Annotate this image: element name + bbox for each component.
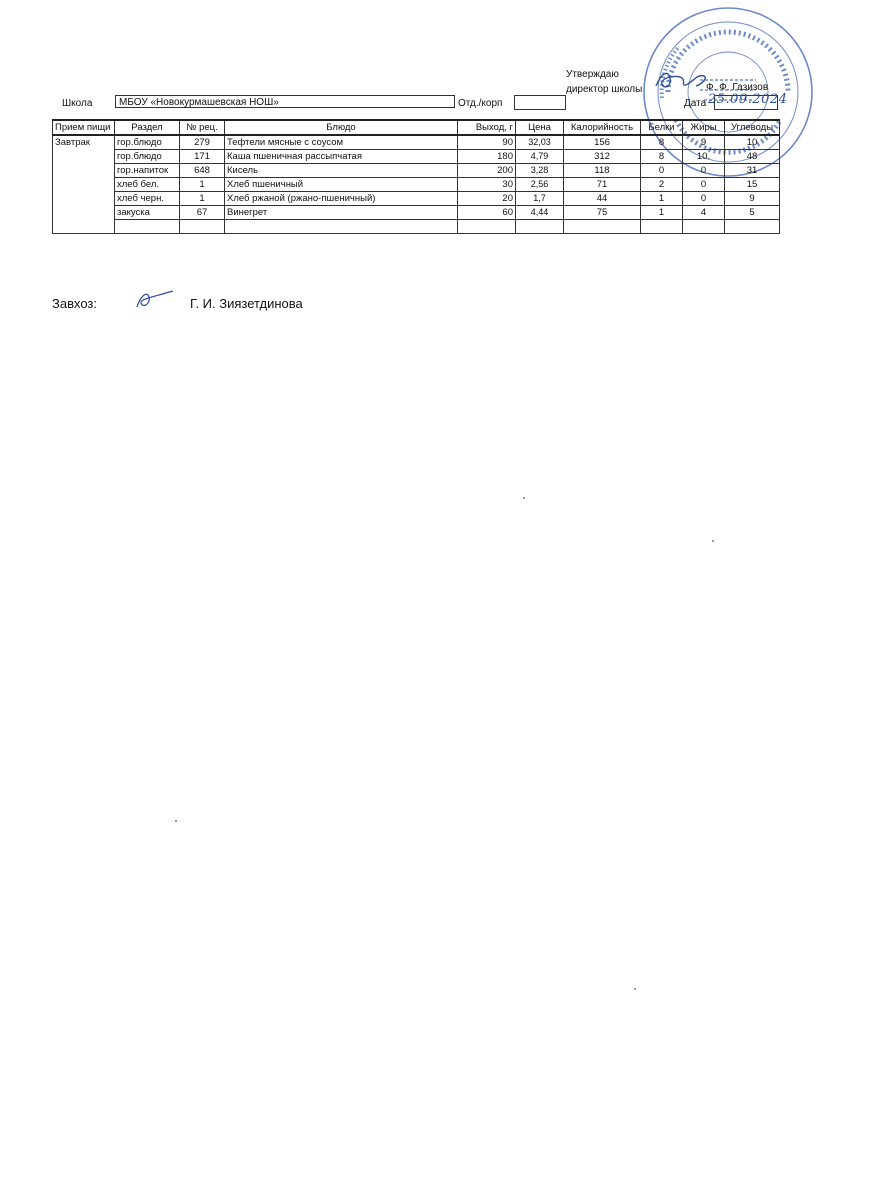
carbs-cell: 5: [725, 206, 780, 220]
yield-cell: 180: [458, 150, 516, 164]
manager-signature-icon: [133, 287, 177, 313]
col-header-yield: Выход, г: [458, 120, 516, 135]
col-header-section: Раздел: [115, 120, 180, 135]
calories-cell: 312: [564, 150, 641, 164]
proteins-cell: 1: [641, 192, 683, 206]
director-label: директор школы: [566, 84, 643, 95]
section-cell: закуска: [115, 206, 180, 220]
empty-cell: [641, 220, 683, 234]
director-signature-icon: [652, 66, 712, 96]
recipe-cell: 67: [180, 206, 225, 220]
col-header-dish: Блюдо: [225, 120, 458, 135]
calories-cell: 75: [564, 206, 641, 220]
table-row: [53, 178, 780, 192]
carbs-cell: 31: [725, 164, 780, 178]
price-cell: 3,28: [516, 164, 564, 178]
recipe-cell: 171: [180, 150, 225, 164]
approve-label: Утверждаю: [566, 69, 619, 80]
approval-block: [566, 67, 642, 97]
section-cell: гор.блюдо: [115, 150, 180, 164]
yield-cell: 30: [458, 178, 516, 192]
price-cell: 32,03: [516, 135, 564, 150]
calories-cell: 156: [564, 135, 641, 150]
fats-cell: 4: [683, 206, 725, 220]
table-row: [53, 206, 780, 220]
col-header-recipe: № рец.: [180, 120, 225, 135]
section-cell: хлеб черн.: [115, 192, 180, 206]
fats-cell: 10.: [683, 150, 725, 164]
date-value: 25.09.2024: [708, 92, 788, 107]
dept-label: Отд./корп: [458, 98, 503, 109]
dept-field: [514, 95, 566, 110]
proteins-cell: 0: [641, 164, 683, 178]
section-cell: хлеб бел.: [115, 178, 180, 192]
carbs-cell: 48: [725, 150, 780, 164]
table-row: [53, 164, 780, 178]
section-cell: гор.блюдо: [115, 135, 180, 150]
yield-cell: 20: [458, 192, 516, 206]
empty-cell: [683, 220, 725, 234]
proteins-cell: 8: [641, 150, 683, 164]
scan-speck: [712, 540, 714, 542]
yield-cell: 200: [458, 164, 516, 178]
dish-cell: Тефтели мясные с соусом: [225, 135, 458, 150]
calories-cell: 118: [564, 164, 641, 178]
recipe-cell: 1: [180, 178, 225, 192]
date-label: Дата: [684, 98, 707, 109]
carbs-cell: 15: [725, 178, 780, 192]
yield-cell: 60: [458, 206, 516, 220]
col-header-fats: Жиры: [683, 120, 725, 135]
col-header-calories: Калорийность: [564, 120, 641, 135]
col-header-meal: Прием пищи: [53, 120, 115, 135]
recipe-cell: 279: [180, 135, 225, 150]
fats-cell: 0: [683, 164, 725, 178]
price-cell: 4,44: [516, 206, 564, 220]
recipe-cell: 648: [180, 164, 225, 178]
table-row-empty: [53, 220, 780, 234]
calories-cell: 71: [564, 178, 641, 192]
table-row: [53, 150, 780, 164]
empty-cell: [516, 220, 564, 234]
fats-cell: 0: [683, 192, 725, 206]
manager-name: Г. И. Зиязетдинова: [190, 296, 303, 311]
yield-cell: 90: [458, 135, 516, 150]
empty-cell: [115, 220, 180, 234]
manager-role-label: Завхоз:: [52, 296, 97, 311]
price-cell: 1,7: [516, 192, 564, 206]
scan-speck: [175, 820, 177, 822]
col-header-price: Цена: [516, 120, 564, 135]
dish-cell: Хлеб пшеничный: [225, 178, 458, 192]
empty-cell: [725, 220, 780, 234]
calories-cell: 44: [564, 192, 641, 206]
school-name-field: МБОУ «Новокурмашевская НОШ»: [115, 95, 455, 108]
recipe-cell: 1: [180, 192, 225, 206]
carbs-cell: 10: [725, 135, 780, 150]
proteins-cell: 8: [641, 135, 683, 150]
scan-speck: [634, 988, 636, 990]
col-header-carbs: Углеводы: [725, 120, 780, 135]
empty-cell: [564, 220, 641, 234]
school-label: Школа: [62, 98, 93, 109]
dish-cell: Кисель: [225, 164, 458, 178]
empty-cell: [180, 220, 225, 234]
price-cell: 2,56: [516, 178, 564, 192]
fats-cell: 0: [683, 178, 725, 192]
director-name: Ф. Ф. Газизов: [706, 82, 769, 93]
dish-cell: Хлеб ржаной (ржано-пшеничный): [225, 192, 458, 206]
dish-cell: Каша пшеничная рассыпчатая: [225, 150, 458, 164]
proteins-cell: 2: [641, 178, 683, 192]
table-header-row: [53, 120, 780, 135]
dish-cell: Винегрет: [225, 206, 458, 220]
col-header-proteins: Белки: [641, 120, 683, 135]
scan-speck: [523, 497, 525, 499]
menu-table: [52, 119, 780, 234]
table-row: [53, 192, 780, 206]
empty-cell: [458, 220, 516, 234]
fats-cell: 9: [683, 135, 725, 150]
empty-cell: [225, 220, 458, 234]
carbs-cell: 9: [725, 192, 780, 206]
proteins-cell: 1: [641, 206, 683, 220]
table-row: [53, 135, 780, 150]
section-cell: гор.напиток: [115, 164, 180, 178]
meal-cell: Завтрак: [53, 135, 115, 234]
price-cell: 4,79: [516, 150, 564, 164]
